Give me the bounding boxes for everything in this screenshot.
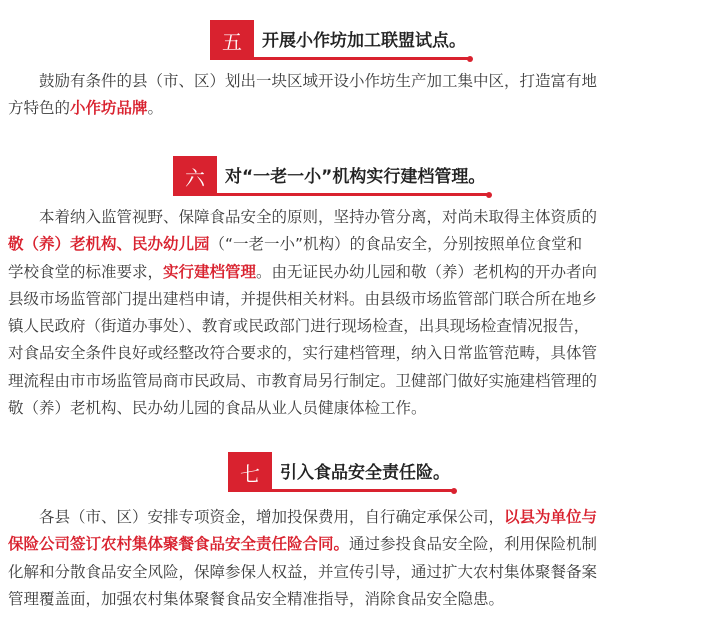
highlighted-text: 小作坊品牌	[70, 99, 148, 118]
paragraph-line	[8, 259, 688, 286]
section-5-paragraph	[8, 68, 688, 123]
section-5-title-wrap	[254, 20, 466, 60]
body-text: 镇人民政府（街道办事处）、教育或民政部门进行现场检查，出具现场检查情况报告，	[8, 317, 590, 336]
paragraph-line	[8, 559, 688, 586]
body-text: 。由无证民办幼儿园和敬（养）老机构的开办者向	[256, 262, 598, 281]
section-7-paragraph	[8, 504, 688, 613]
highlighted-text: 敬（养）老机构、民办幼儿园	[8, 235, 210, 254]
paragraph-line	[8, 586, 688, 613]
body-text: 县级市场监管部门提出建档申请，并提供相关材料。由县级市场监管部门联合所在地乡	[8, 289, 598, 308]
section-6-paragraph	[8, 204, 688, 422]
paragraph-line	[8, 68, 688, 95]
highlighted-text: 以县为单位与	[504, 508, 598, 526]
section-5-underline	[254, 57, 470, 60]
section-7-title: 引入食品安全责任险。	[280, 462, 450, 483]
body-text: 对食品安全条件良好或经整改符合要求的，实行建档管理，纳入日常监管范畴，具体管	[8, 344, 598, 363]
paragraph-line	[8, 340, 688, 367]
paragraph-line	[8, 504, 688, 531]
body-text: 。	[147, 99, 164, 118]
paragraph-line	[8, 286, 688, 313]
body-text: 管理覆盖面，加强农村集体聚餐食品安全精准指导，消除食品安全隐患。	[8, 589, 505, 608]
paragraph-line	[8, 231, 688, 258]
highlighted-text: 保险公司签订农村集体聚餐食品安全责任险合同。	[8, 535, 350, 554]
highlighted-text: 实行建档管理	[163, 262, 257, 281]
section-7-heading	[228, 452, 450, 492]
section-6-number: 六	[173, 156, 217, 196]
section-7-underline	[272, 489, 454, 492]
section-5-number: 五	[210, 20, 254, 60]
body-text: 鼓励有条件的县（市、区）划出一块区域开设小作坊生产加工集中区，打造富有地	[39, 72, 598, 90]
paragraph-line	[8, 204, 688, 231]
paragraph-line	[8, 531, 688, 558]
body-text: 敬（养）老机构、民办幼儿园的食品从业人员健康体检工作。	[8, 399, 427, 418]
body-text: 通过参投食品安全险，利用保险机制	[349, 535, 598, 554]
paragraph-line	[8, 368, 688, 395]
section-7-number: 七	[228, 452, 272, 492]
body-text: 学校食堂的标准要求，	[8, 262, 164, 281]
body-text: 方特色的	[8, 99, 71, 118]
body-text: 各县（市、区）安排专项资金，增加投保费用，自行确定承保公司，	[39, 508, 505, 526]
body-text: 本着纳入监管视野、保障食品安全的原则，坚持办管分离，对尚未取得主体资质的	[39, 208, 598, 226]
section-6-title-wrap	[217, 156, 485, 196]
paragraph-line	[8, 395, 688, 422]
section-5-title: 开展小作坊加工联盟试点。	[262, 30, 466, 51]
section-6-title: 对“一老一小”机构实行建档管理。	[225, 166, 486, 187]
section-6-underline	[217, 193, 489, 196]
paragraph-line	[8, 95, 688, 122]
section-5-heading	[210, 20, 466, 60]
body-text: 理流程由市市场监管局商市民政局、市教育局另行制定。卫健部门做好实施建档管理的	[8, 371, 598, 390]
paragraph-line	[8, 313, 688, 340]
section-7-title-wrap	[272, 452, 450, 492]
section-6-heading	[173, 156, 485, 196]
body-text: （“一老一小”机构）的食品安全，分别按照单位食堂和	[209, 235, 583, 254]
body-text: 化解和分散食品安全风险，保障参保人权益，并宣传引导，通过扩大农村集体聚餐备案	[8, 562, 598, 581]
